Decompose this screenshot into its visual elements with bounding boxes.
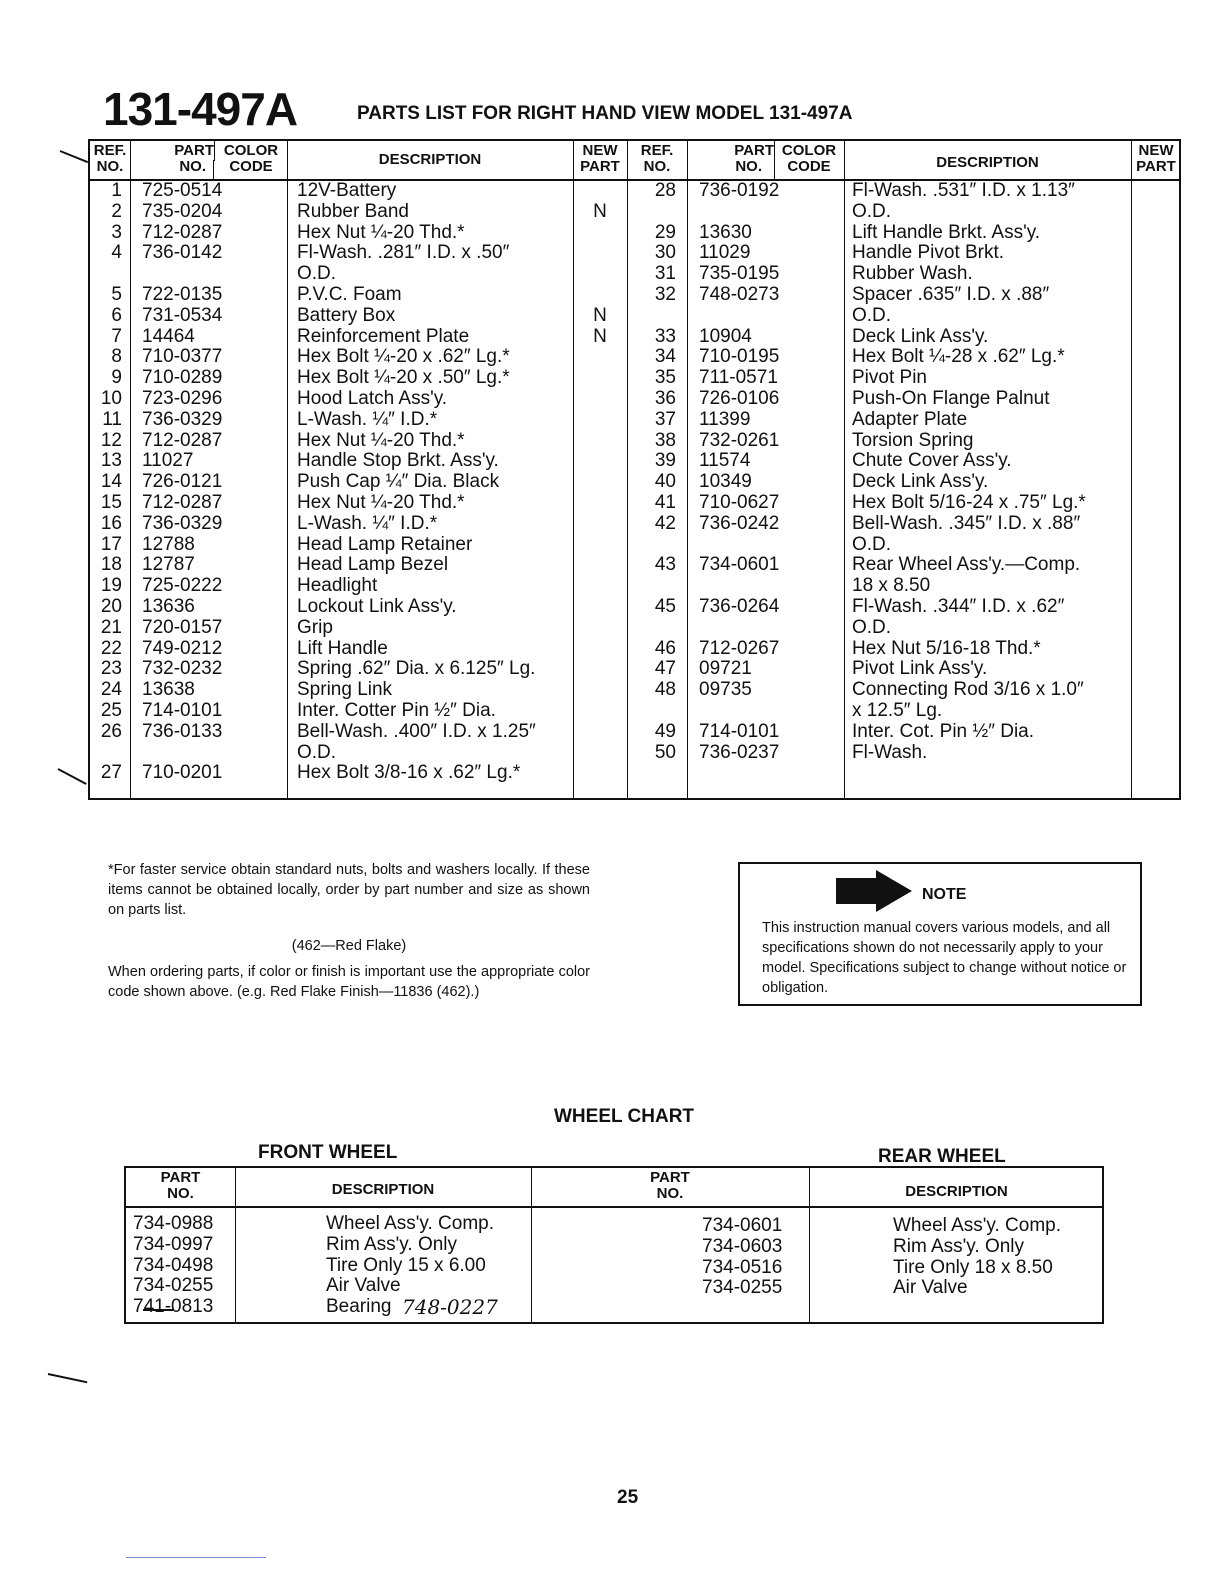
part-description: Bell-Wash. .345″ I.D. x .88″ [852, 512, 1081, 534]
part-number: 731-0534 [142, 304, 223, 326]
new-part-header-right: NEW PART [1136, 142, 1176, 175]
part-description: Pivot Link Ass'y. [852, 658, 988, 680]
ref-number: 28 [654, 180, 676, 201]
part-number: 09735 [699, 679, 752, 701]
part-number: 736-0329 [142, 408, 223, 430]
ref-number: 23 [100, 658, 122, 680]
ref-number: 48 [654, 679, 676, 701]
margin-mark [58, 768, 87, 785]
rear-wheel-description: Wheel Ass'y. Comp. [893, 1215, 1061, 1236]
part-description: Hex Bolt 3/8-16 x .62″ Lg.* [297, 762, 521, 784]
front-wheel-description: Bearing [326, 1296, 392, 1318]
part-description: Lift Handle Brkt. Ass'y. [852, 221, 1041, 243]
part-number: 710-0377 [142, 346, 223, 368]
ref-number: 33 [654, 325, 676, 347]
part-number: 736-0329 [142, 512, 223, 534]
ref-number: 26 [100, 720, 122, 742]
part-description: Handle Stop Brkt. Ass'y. [297, 450, 499, 472]
rear-wheel-part-number: 734-0603 [702, 1235, 783, 1257]
service-notes [108, 860, 593, 1002]
color-example: (462—Red Flake) [291, 938, 407, 954]
part-number: 748-0273 [699, 284, 780, 305]
page-title: PARTS LIST FOR RIGHT HAND VIEW MODEL 131-497A [357, 103, 853, 124]
ref-number: 11 [102, 408, 122, 430]
ref-number: 7 [111, 325, 122, 347]
part-description: Hex Nut 5/16-18 Thd.* [852, 637, 1041, 659]
part-description: Chute Cover Ass'y. [852, 450, 1012, 472]
part-description: O.D. [852, 616, 892, 638]
ref-number: 43 [654, 554, 676, 576]
ref-number: 42 [654, 512, 676, 534]
header-rule [126, 1206, 1102, 1208]
ref-number: 1 [111, 180, 122, 201]
front-wheel-description: Wheel Ass'y. Comp. [326, 1213, 494, 1234]
ref-number: 9 [111, 367, 122, 389]
new-part-flag: N [593, 304, 607, 326]
ref-no-header: REF. NO. [93, 142, 127, 175]
column-divider [573, 141, 574, 798]
ref-number: 35 [654, 367, 676, 389]
margin-mark [48, 1373, 88, 1383]
handwritten-part-number: 748-0227 [402, 1295, 498, 1319]
front-wheel-description: Air Valve [326, 1275, 401, 1297]
ref-number: 40 [654, 471, 676, 493]
rear-wheel-description: Rim Ass'y. Only [893, 1235, 1025, 1257]
color-code-header: COLOR CODE [223, 142, 279, 175]
part-number: 10904 [699, 325, 752, 347]
wheel-chart-table [124, 1166, 1104, 1324]
part-number: 749-0212 [142, 637, 223, 659]
ref-number: 4 [111, 242, 122, 264]
wheel-chart-title: WHEEL CHART [554, 1106, 695, 1127]
part-description: Bell-Wash. .400″ I.D. x 1.25″ [297, 720, 536, 742]
front-wheel-description: Tire Only 15 x 6.00 [326, 1254, 486, 1276]
ref-number: 29 [654, 221, 676, 243]
rear-wheel-description: Air Valve [893, 1277, 968, 1299]
part-description: Head Lamp Retainer [297, 533, 473, 555]
part-description: Battery Box [297, 304, 396, 326]
part-description: Fl-Wash. .531″ I.D. x 1.13″ [852, 180, 1075, 201]
rear-desc-header: DESCRIPTION [905, 1183, 1008, 1200]
part-description: Hood Latch Ass'y. [297, 388, 448, 409]
part-description: O.D. [852, 200, 892, 222]
part-number: 712-0287 [142, 221, 223, 243]
ref-no-header-right: REF. NO. [640, 142, 674, 175]
strikethrough-mark [143, 1309, 173, 1311]
part-description: Hex Nut ¼-20 Thd.* [297, 492, 465, 513]
front-wheel-part-number: 734-0997 [133, 1233, 214, 1255]
note-text: This instruction manual covers various models, and all specifications shown do not necessarily apply to your model. Specifications subject to change without notice or obligation. [762, 920, 1127, 996]
part-description: Rear Wheel Ass'y.—Comp. [852, 554, 1081, 576]
part-description: x 12.5″ Lg. [852, 700, 943, 721]
part-description: Fl-Wash. .281″ I.D. x .50″ [297, 242, 510, 264]
footer-line [126, 1557, 266, 1558]
ref-number: 17 [100, 533, 122, 555]
rear-wheel-label: REAR WHEEL [878, 1146, 1006, 1167]
ref-number: 36 [654, 388, 676, 409]
part-number: 710-0627 [699, 492, 780, 513]
description-header-right: DESCRIPTION [936, 154, 1039, 171]
ref-number: 34 [654, 346, 676, 368]
part-description: Torsion Spring [852, 429, 974, 451]
front-wheel-description: Rim Ass'y. Only [326, 1233, 458, 1255]
part-number: 736-0242 [699, 512, 780, 534]
part-description: Fl-Wash. .344″ I.D. x .62″ [852, 596, 1065, 617]
part-description: Deck Link Ass'y. [852, 325, 989, 347]
part-description: Hex Nut ¼-20 Thd.* [297, 221, 465, 243]
part-description: Hex Bolt ¼-28 x .62″ Lg.* [852, 346, 1065, 368]
ref-number: 21 [100, 616, 122, 638]
ref-number: 3 [111, 221, 122, 243]
part-number: 710-0201 [142, 762, 223, 784]
part-description: O.D. [852, 304, 892, 326]
new-part-header: NEW PART [580, 142, 620, 175]
margin-mark [60, 150, 89, 163]
part-number: 720-0157 [142, 616, 223, 638]
ref-number: 6 [111, 304, 122, 326]
part-number: 732-0232 [142, 658, 223, 680]
column-divider [1131, 141, 1132, 798]
part-number: 11399 [699, 408, 751, 430]
ref-number: 10 [100, 388, 122, 409]
front-wheel-label: FRONT WHEEL [258, 1142, 398, 1163]
part-number: 14464 [142, 325, 195, 347]
ref-number: 2 [111, 200, 122, 222]
part-number: 11574 [699, 450, 751, 472]
rear-part-header: PART NO. [650, 1169, 690, 1202]
part-number: 736-0192 [699, 180, 780, 201]
part-number: 710-0195 [699, 346, 780, 368]
ref-number: 13 [100, 450, 122, 472]
part-description: L-Wash. ¼″ I.D.* [297, 408, 438, 430]
color-code-header-right: COLOR CODE [781, 142, 837, 175]
part-number: 732-0261 [699, 429, 780, 451]
part-number: 12787 [142, 554, 195, 576]
part-description: P.V.C. Foam [297, 284, 402, 305]
column-divider [844, 141, 845, 798]
part-number: 12788 [142, 533, 195, 555]
service-note: *For faster service obtain standard nuts, bolts and washers locally. If these items cannot be obtained locally, order by part number and size as shown on parts list. [108, 862, 590, 918]
part-number: 710-0289 [142, 367, 223, 389]
model-number: 131-497A [103, 83, 298, 135]
arrow-right-icon [836, 870, 916, 912]
ref-number: 31 [654, 263, 676, 285]
part-description: Rubber Wash. [852, 263, 973, 285]
part-description: Hex Bolt ¼-20 x .50″ Lg.* [297, 367, 510, 389]
ordering-note: When ordering parts, if color or finish is important use the appropriate color code shown above. (e.g. Red Flake Finish—11836 (462).) [108, 964, 590, 1000]
rear-wheel-part-number: 734-0516 [702, 1256, 783, 1278]
part-number: 711-0571 [699, 367, 778, 389]
ref-number: 24 [100, 679, 122, 701]
part-description: Push Cap ¼″ Dia. Black [297, 471, 500, 493]
part-description: Hex Bolt ¼-20 x .62″ Lg.* [297, 346, 510, 368]
ref-number: 5 [111, 284, 122, 305]
part-description: Pivot Pin [852, 367, 927, 389]
part-description: Inter. Cot. Pin ½″ Dia. [852, 720, 1035, 742]
rear-wheel-part-number: 734-0601 [702, 1215, 783, 1236]
part-description: Lockout Link Ass'y. [297, 596, 457, 617]
part-number: 723-0296 [142, 388, 223, 409]
part-description: Lift Handle [297, 637, 388, 659]
front-wheel-part-number: 741-0813 [133, 1296, 214, 1318]
ref-number: 19 [100, 575, 122, 597]
ref-number: 8 [111, 346, 122, 368]
part-description: L-Wash. ¼″ I.D.* [297, 512, 438, 534]
part-number: 11029 [699, 242, 751, 264]
ref-number: 45 [654, 596, 676, 617]
part-number: 712-0287 [142, 429, 223, 451]
part-number: 714-0101 [699, 720, 780, 742]
part-description: Handle Pivot Brkt. [852, 242, 1005, 264]
part-number: 714-0101 [142, 700, 223, 721]
part-description: Grip [297, 616, 333, 638]
part-description: Hex Bolt 5/16-24 x .75″ Lg.* [852, 492, 1086, 513]
part-number: 11027 [142, 450, 194, 472]
part-description: Push-On Flange Palnut [852, 388, 1050, 409]
note-box [738, 862, 1142, 1006]
part-number: 735-0195 [699, 263, 780, 285]
front-wheel-part-number: 734-0255 [133, 1275, 214, 1297]
part-number: 13638 [142, 679, 195, 701]
part-number: 10349 [699, 471, 752, 493]
part-number: 736-0133 [142, 720, 223, 742]
part-description: Spacer .635″ I.D. x .88″ [852, 284, 1050, 305]
part-no-header-right: PART NO. [734, 142, 774, 175]
ref-number: 46 [654, 637, 676, 659]
front-wheel-part-number: 734-0498 [133, 1254, 214, 1276]
new-part-flag: N [593, 325, 607, 347]
description-header: DESCRIPTION [378, 151, 482, 168]
part-number: 712-0287 [142, 492, 223, 513]
ref-number: 38 [654, 429, 676, 451]
part-number: 726-0121 [142, 471, 223, 493]
part-description: Rubber Band [297, 200, 409, 222]
ref-number: 39 [654, 450, 676, 472]
part-description: Hex Nut ¼-20 Thd.* [297, 429, 465, 451]
part-description: O.D. [852, 533, 892, 555]
ref-number: 20 [100, 596, 122, 617]
part-description: Head Lamp Bezel [297, 554, 449, 576]
part-description: Inter. Cotter Pin ½″ Dia. [297, 700, 496, 721]
ref-number: 25 [100, 700, 122, 721]
ref-number: 12 [100, 429, 122, 451]
part-no-header: PART NO. [174, 142, 214, 175]
column-divider [287, 141, 288, 798]
ref-number: 49 [654, 720, 676, 742]
ref-number: 18 [100, 554, 122, 576]
front-desc-header: DESCRIPTION [331, 1181, 435, 1198]
ref-number: 22 [100, 637, 122, 659]
ref-number: 47 [654, 658, 676, 680]
ref-number: 50 [654, 741, 676, 763]
part-description: Fl-Wash. [852, 741, 928, 763]
part-number: 725-0222 [142, 575, 223, 597]
ref-number: 41 [654, 492, 676, 513]
part-description: Spring .62″ Dia. x 6.125″ Lg. [297, 658, 536, 680]
part-description: Adapter Plate [852, 408, 968, 430]
rear-wheel-part-number: 734-0255 [702, 1277, 783, 1299]
ref-number: 16 [100, 512, 122, 534]
ref-number: 37 [654, 408, 676, 430]
ref-number: 27 [100, 762, 122, 784]
part-number: 726-0106 [699, 388, 780, 409]
part-number: 736-0237 [699, 741, 780, 763]
part-number: 09721 [699, 658, 752, 680]
part-description: Headlight [297, 575, 378, 597]
parts-list-table [88, 139, 1181, 800]
ref-number: 30 [654, 242, 676, 264]
part-description: Reinforcement Plate [297, 325, 470, 347]
part-description: O.D. [297, 741, 337, 763]
front-part-header: PART NO. [160, 1169, 201, 1202]
ref-number: 15 [100, 492, 122, 513]
rear-wheel-description: Tire Only 18 x 8.50 [893, 1256, 1053, 1278]
front-wheel-part-number: 734-0988 [133, 1213, 214, 1234]
part-number: 13636 [142, 596, 195, 617]
note-label: NOTE [922, 886, 967, 903]
part-description: Connecting Rod 3/16 x 1.0″ [852, 679, 1084, 701]
part-description: Deck Link Ass'y. [852, 471, 989, 493]
part-number: 13630 [699, 221, 752, 243]
part-number: 722-0135 [142, 284, 223, 305]
part-number: 736-0142 [142, 242, 223, 264]
part-number: 735-0204 [142, 200, 223, 222]
part-description: 18 x 8.50 [852, 575, 931, 597]
part-number: 712-0267 [699, 637, 780, 659]
part-number: 734-0601 [699, 554, 780, 576]
new-part-flag: N [593, 200, 607, 222]
ref-number: 14 [100, 471, 122, 493]
part-description: 12V-Battery [297, 180, 397, 201]
column-divider [687, 141, 688, 798]
ref-number: 32 [654, 284, 676, 305]
part-number: 736-0264 [699, 596, 780, 617]
part-description: O.D. [297, 263, 337, 285]
part-number: 725-0514 [142, 180, 223, 201]
column-divider [130, 141, 131, 798]
part-description: Spring Link [297, 679, 393, 701]
page-number: 25 [617, 1487, 639, 1508]
